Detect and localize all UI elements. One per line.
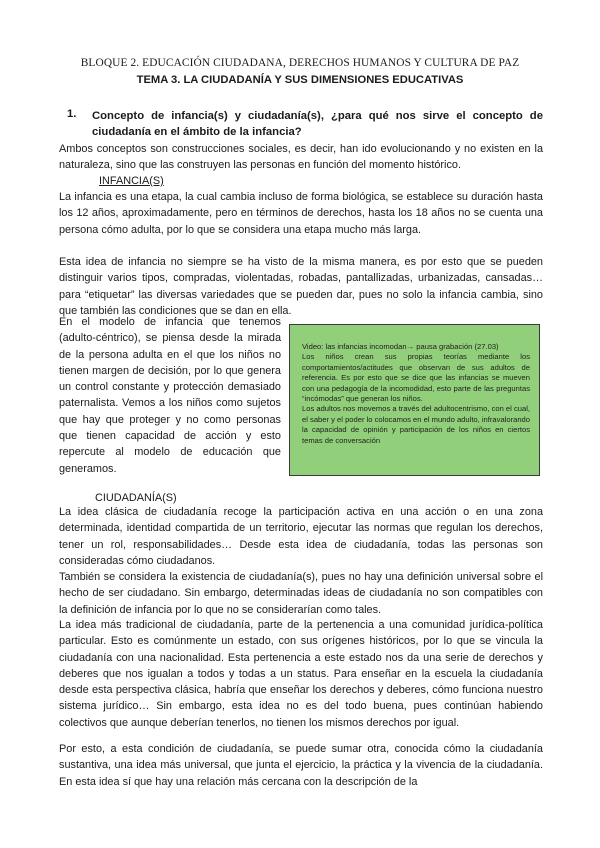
note-line-3: Los adultos nos movemos a través del adultocentrismo, con el cual, el saber y el poder lo colocamos en el mundo adulto, infravalorando la capacidad de opinión y participación de los niños en ciertos temas de conversación — [302, 404, 530, 445]
topic-title: TEMA 3. LA CIUDADANÍA Y SUS DIMENSIONES EDUCATIVAS — [136, 74, 464, 86]
infancia-p2-text: Esta idea de infancia no siempre se ha visto de la misma manera, es por esto que se pueden distinguir varios tipos, compradas, violentadas, robadas, pantallizadas, urbanizadas, cansadas… para “etiquetar” las diversas variedades que se pueden dar, pues no solo la infancia cambia, sino que también las condiciones que se dan en ella. — [59, 256, 543, 317]
ciudadania-paragraph-4 — [59, 741, 543, 790]
ciudadania-paragraph-3 — [59, 617, 543, 731]
ciudadania-p1-text: La idea clásica de ciudadanía recoge la participación activa en una acción o en una zona determinada, identidad compartida de un territorio, ejecutar las normas que regulan los derechos, tener un rol, responsabilidades… Desde esta idea de ciudadanía, todas las personas son consideradas cómo ciudadanos. — [59, 506, 543, 567]
note-line-1: Video: las infancias incomodan→ pausa grabación (27.03) — [302, 342, 499, 351]
infancia-p1-text: La infancia es una etapa, la cual cambia incluso de forma biológica, se establece su duración hasta los 12 años, aproximadamente, pero en términos de derechos, hasta los 18 años no se cuenta una persona cómo adulta, por lo que se considera una etapa mucho más larga. — [59, 191, 543, 236]
infancia-paragraph-1 — [59, 189, 543, 238]
infancia-heading: INFANCIA(S) — [99, 175, 164, 187]
intro-paragraph — [59, 141, 543, 174]
block-header: BLOQUE 2. EDUCACIÓN CIUDADANA, DERECHOS HUMANOS Y CULTURA DE PAZ — [80, 57, 520, 69]
section-number: 1. — [67, 108, 77, 120]
note-line-2: Los niños crean sus propias teorías mediante los comportamientos/actitudes que observan de sus adultos de referencia. Es por esto que se dice que las infancias se mueven con una pedagogía de la incomodidad, esto parte de las preguntas “incómodas” que generan los niños. — [302, 352, 530, 404]
ciudadania-paragraph-1 — [59, 504, 543, 569]
ciudadania-paragraph-2 — [59, 569, 543, 618]
infancia-p3-text: En el modelo de infancia que tenemos (adulto-céntrico), se piensa desde la mirada de la persona adulta en el que los niños no tienen margen de decisión, por lo que genera un control constante y protección demasiado paternalista. Vemos a los niños como sujetos que hay que proteger y no como personas que tienen capacidad de acción y esto repercute al modelo de educación que generamos. — [59, 316, 281, 475]
ciudadania-p3-text: La idea más tradicional de ciudadanía, parte de la pertenencia a una comunidad jurídica-política particular. Esto es comúnmente un estado, con sus orígenes históricos, por lo que se vincula la ciudadanía con una nacionalidad. Esta pertenencia a este estado nos da una serie de derechos y deberes que nos igualan a todos y todas a un status. Para enseñar en la escuela la ciudadanía desde esta perspectiva clásica, habría que enseñar los derechos y deberes, cómo funciona nuestro sistema jurídico… Sin embargo, esta idea no es del todo buena, pues continúan habiendo colectivos que aunque deberían tenerlos, no tienen los mismos derechos por igual. — [59, 619, 543, 729]
ciudadania-p2-text: También se considera la existencia de ciudadanía(s), pues no hay una definición universal sobre el hecho de ser ciudadano. Sin embargo, determinadas ideas de ciudadanía no son compatibles con la definición de infancia por lo que no se considerarían como tales. — [59, 571, 543, 616]
ciudadania-p4-text: Por esto, a esta condición de ciudadanía, se puede sumar otra, conocida cómo la ciudadanía sustantiva, una idea más universal, que junta el ejercicio, la práctica y la vivencia de la ciudadanía. En esta idea sí que hay una relación más cercana con la descripción de la — [59, 743, 543, 788]
section-title: Concepto de infancia(s) y ciudadanía(s), ¿para qué nos sirve el concepto de ciudadanía en el ámbito de la infancia? — [92, 110, 543, 138]
intro-text: Ambos conceptos son construcciones sociales, es decir, han ido evolucionando y no existen en la naturaleza, sino que las construyen las personas en función del momento histórico. — [59, 143, 543, 172]
ciudadania-heading: CIUDADANÍA(S) — [95, 492, 177, 504]
infancia-paragraph-2 — [59, 254, 543, 319]
video-note-box — [289, 324, 540, 476]
infancia-paragraph-3 — [59, 314, 281, 477]
